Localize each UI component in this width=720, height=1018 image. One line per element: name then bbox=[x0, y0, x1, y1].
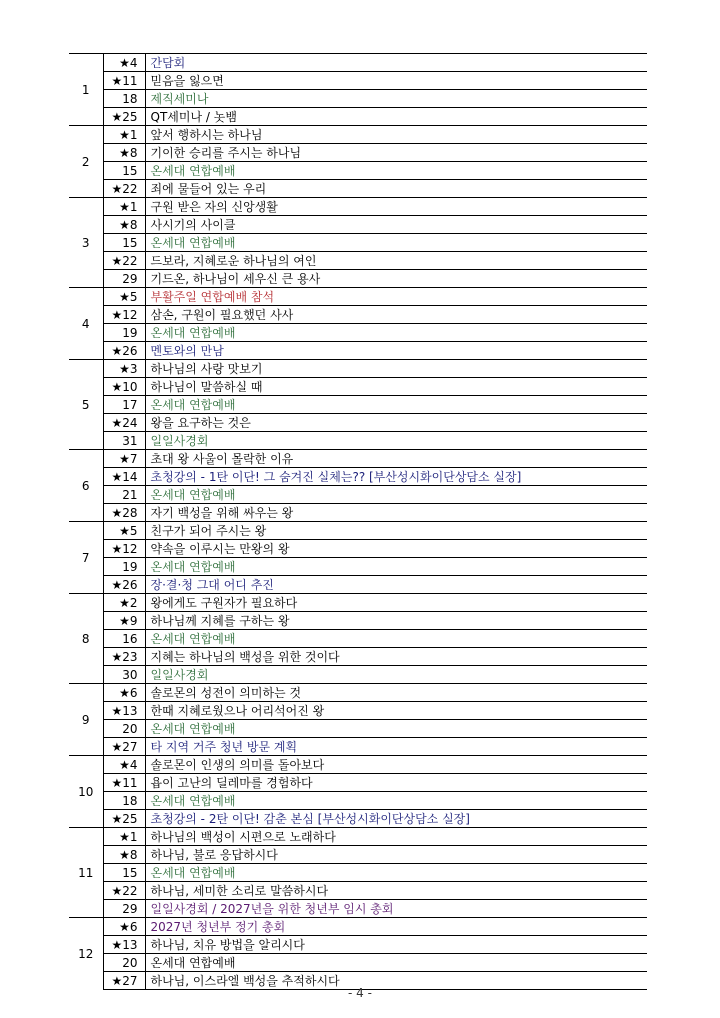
schedule-row bbox=[69, 54, 647, 72]
event-title: 온세대 연합예배 bbox=[145, 630, 647, 648]
day-cell bbox=[103, 468, 145, 486]
day-cell bbox=[103, 486, 145, 504]
star-icon: ★ bbox=[111, 505, 123, 520]
day-number: 9 bbox=[129, 613, 138, 628]
day-cell bbox=[103, 900, 145, 918]
month-label: 12 bbox=[69, 918, 103, 990]
day-cell bbox=[103, 738, 145, 756]
day-number: 4 bbox=[129, 757, 138, 772]
star-icon: ★ bbox=[119, 613, 130, 628]
schedule-row bbox=[69, 702, 647, 720]
day-number: 13 bbox=[122, 937, 138, 952]
day-cell bbox=[103, 90, 145, 108]
day-number: 22 bbox=[122, 883, 138, 898]
event-title: 하나님, 치유 방법을 알리시다 bbox=[145, 936, 647, 954]
day-number: 16 bbox=[122, 631, 138, 646]
schedule-row bbox=[69, 414, 647, 432]
day-cell bbox=[103, 576, 145, 594]
schedule-row bbox=[69, 504, 647, 522]
star-icon: ★ bbox=[111, 253, 123, 268]
month-label: 6 bbox=[69, 450, 103, 522]
month-label: 4 bbox=[69, 288, 103, 360]
day-cell bbox=[103, 144, 145, 162]
schedule-row bbox=[69, 630, 647, 648]
month-label: 8 bbox=[69, 594, 103, 684]
star-icon: ★ bbox=[119, 217, 130, 232]
star-icon: ★ bbox=[111, 181, 123, 196]
day-cell bbox=[103, 180, 145, 198]
event-title: 온세대 연합예배 bbox=[145, 234, 647, 252]
day-number: 2 bbox=[129, 595, 138, 610]
star-icon: ★ bbox=[111, 703, 123, 718]
event-title: 약속을 이루시는 만왕의 왕 bbox=[145, 540, 647, 558]
day-cell bbox=[103, 810, 145, 828]
star-icon: ★ bbox=[111, 415, 123, 430]
day-number: 27 bbox=[122, 739, 138, 754]
event-title: 자기 백성을 위해 싸우는 왕 bbox=[145, 504, 647, 522]
schedule-row bbox=[69, 270, 647, 288]
day-number: 15 bbox=[122, 163, 138, 178]
day-cell bbox=[103, 882, 145, 900]
star-icon: ★ bbox=[119, 145, 130, 160]
month-label: 3 bbox=[69, 198, 103, 288]
event-title: 하나님의 사랑 맛보기 bbox=[145, 360, 647, 378]
day-number: 8 bbox=[129, 217, 138, 232]
day-cell bbox=[103, 774, 145, 792]
day-cell bbox=[103, 540, 145, 558]
day-number: 18 bbox=[122, 793, 138, 808]
day-cell bbox=[103, 198, 145, 216]
schedule-row bbox=[69, 288, 647, 306]
day-cell bbox=[103, 234, 145, 252]
star-icon: ★ bbox=[111, 307, 123, 322]
day-cell bbox=[103, 936, 145, 954]
star-icon: ★ bbox=[119, 829, 130, 844]
day-number: 29 bbox=[122, 901, 138, 916]
star-icon: ★ bbox=[111, 343, 123, 358]
schedule-row bbox=[69, 468, 647, 486]
month-label: 5 bbox=[69, 360, 103, 450]
day-number: 22 bbox=[122, 253, 138, 268]
month-label: 9 bbox=[69, 684, 103, 756]
star-icon: ★ bbox=[111, 775, 123, 790]
schedule-row bbox=[69, 648, 647, 666]
event-title: 온세대 연합예배 bbox=[145, 720, 647, 738]
schedule-row bbox=[69, 162, 647, 180]
schedule-row bbox=[69, 198, 647, 216]
day-number: 26 bbox=[122, 577, 138, 592]
day-number: 11 bbox=[122, 775, 138, 790]
event-title: 온세대 연합예배 bbox=[145, 864, 647, 882]
star-icon: ★ bbox=[111, 541, 123, 556]
day-cell bbox=[103, 828, 145, 846]
day-number: 11 bbox=[122, 73, 138, 88]
schedule-row bbox=[69, 486, 647, 504]
schedule-row bbox=[69, 234, 647, 252]
event-title: 욥이 고난의 딜레마를 경험하다 bbox=[145, 774, 647, 792]
day-number: 12 bbox=[122, 541, 138, 556]
schedule-row bbox=[69, 144, 647, 162]
day-cell bbox=[103, 252, 145, 270]
schedule-row bbox=[69, 342, 647, 360]
day-cell bbox=[103, 666, 145, 684]
day-cell bbox=[103, 702, 145, 720]
day-cell bbox=[103, 288, 145, 306]
event-title: 온세대 연합예배 bbox=[145, 486, 647, 504]
event-title: 하나님이 말씀하실 때 bbox=[145, 378, 647, 396]
day-cell bbox=[103, 360, 145, 378]
schedule-row bbox=[69, 306, 647, 324]
schedule-row bbox=[69, 900, 647, 918]
schedule-row bbox=[69, 432, 647, 450]
event-title: 온세대 연합예배 bbox=[145, 954, 647, 972]
day-number: 7 bbox=[129, 451, 138, 466]
day-cell bbox=[103, 396, 145, 414]
star-icon: ★ bbox=[111, 811, 123, 826]
day-cell bbox=[103, 504, 145, 522]
month-label: 1 bbox=[69, 54, 103, 126]
schedule-row bbox=[69, 810, 647, 828]
event-title: 타 지역 거주 청년 방문 계획 bbox=[145, 738, 647, 756]
day-number: 5 bbox=[129, 289, 138, 304]
event-title: 온세대 연합예배 bbox=[145, 162, 647, 180]
star-icon: ★ bbox=[119, 919, 130, 934]
event-title: 온세대 연합예배 bbox=[145, 558, 647, 576]
star-icon: ★ bbox=[111, 739, 123, 754]
schedule-table bbox=[69, 53, 647, 990]
day-cell bbox=[103, 792, 145, 810]
schedule-row bbox=[69, 882, 647, 900]
schedule-row bbox=[69, 936, 647, 954]
star-icon: ★ bbox=[119, 685, 130, 700]
day-cell bbox=[103, 414, 145, 432]
day-number: 17 bbox=[122, 397, 138, 412]
day-cell bbox=[103, 612, 145, 630]
day-number: 26 bbox=[122, 343, 138, 358]
month-label: 2 bbox=[69, 126, 103, 198]
schedule-row bbox=[69, 252, 647, 270]
event-title: 죄에 물들어 있는 우리 bbox=[145, 180, 647, 198]
event-title: 초청강의 - 1탄 이단! 그 숨겨진 실체는?? [부산성시화이단상담소 실장] bbox=[145, 468, 647, 486]
page-number: - 4 - bbox=[348, 986, 372, 1000]
schedule-row bbox=[69, 522, 647, 540]
event-title: 솔로몬이 인생의 의미를 돌아보다 bbox=[145, 756, 647, 774]
star-icon: ★ bbox=[111, 937, 123, 952]
day-cell bbox=[103, 450, 145, 468]
event-title: 하나님, 이스라엘 백성을 추적하시다 bbox=[145, 972, 647, 990]
star-icon: ★ bbox=[111, 469, 123, 484]
month-label: 11 bbox=[69, 828, 103, 918]
star-icon: ★ bbox=[119, 199, 130, 214]
day-number: 15 bbox=[122, 235, 138, 250]
event-title: 간담회 bbox=[145, 54, 647, 72]
schedule-row bbox=[69, 684, 647, 702]
event-title: 일일사경회 bbox=[145, 432, 647, 450]
month-label: 7 bbox=[69, 522, 103, 594]
day-number: 24 bbox=[122, 415, 138, 430]
event-title: 한때 지혜로웠으나 어리석어진 왕 bbox=[145, 702, 647, 720]
star-icon: ★ bbox=[119, 55, 130, 70]
star-icon: ★ bbox=[111, 109, 123, 124]
day-number: 19 bbox=[122, 325, 138, 340]
schedule-row bbox=[69, 108, 647, 126]
schedule-row bbox=[69, 180, 647, 198]
event-title: 하나님께 지혜를 구하는 왕 bbox=[145, 612, 647, 630]
event-title: 솔로몬의 성전이 의미하는 것 bbox=[145, 684, 647, 702]
day-number: 12 bbox=[122, 307, 138, 322]
star-icon: ★ bbox=[119, 127, 130, 142]
schedule-row bbox=[69, 90, 647, 108]
event-title: 구원 받은 자의 신앙생활 bbox=[145, 198, 647, 216]
star-icon: ★ bbox=[119, 289, 130, 304]
day-cell bbox=[103, 522, 145, 540]
star-icon: ★ bbox=[119, 451, 130, 466]
schedule-row bbox=[69, 324, 647, 342]
schedule-row bbox=[69, 612, 647, 630]
schedule-row bbox=[69, 450, 647, 468]
day-number: 21 bbox=[122, 487, 138, 502]
event-title: 장·결·청 그대 어디 추진 bbox=[145, 576, 647, 594]
day-number: 18 bbox=[122, 91, 138, 106]
day-cell bbox=[103, 846, 145, 864]
star-icon: ★ bbox=[119, 757, 130, 772]
day-number: 8 bbox=[129, 145, 138, 160]
day-number: 20 bbox=[122, 721, 138, 736]
day-cell bbox=[103, 270, 145, 288]
day-number: 4 bbox=[129, 55, 138, 70]
day-number: 27 bbox=[122, 973, 138, 988]
event-title: 하나님, 세미한 소리로 말씀하시다 bbox=[145, 882, 647, 900]
star-icon: ★ bbox=[119, 847, 130, 862]
event-title: 삼손, 구원이 필요했던 사사 bbox=[145, 306, 647, 324]
day-number: 28 bbox=[122, 505, 138, 520]
day-number: 5 bbox=[129, 523, 138, 538]
star-icon: ★ bbox=[119, 595, 130, 610]
day-cell bbox=[103, 864, 145, 882]
event-title: 초청강의 - 2탄 이단! 감춘 본심 [부산성시화이단상담소 실장] bbox=[145, 810, 647, 828]
day-number: 10 bbox=[122, 379, 138, 394]
event-title: 초대 왕 사울이 몰락한 이유 bbox=[145, 450, 647, 468]
event-title: 부활주일 연합예배 참석 bbox=[145, 288, 647, 306]
day-number: 23 bbox=[122, 649, 138, 664]
day-cell bbox=[103, 378, 145, 396]
event-title: 온세대 연합예배 bbox=[145, 324, 647, 342]
day-number: 25 bbox=[122, 811, 138, 826]
schedule-row bbox=[69, 720, 647, 738]
event-title: 온세대 연합예배 bbox=[145, 792, 647, 810]
day-number: 1 bbox=[129, 199, 138, 214]
schedule-row bbox=[69, 828, 647, 846]
day-cell bbox=[103, 648, 145, 666]
schedule-row bbox=[69, 558, 647, 576]
event-title: QT세미나 / 놋뱀 bbox=[145, 108, 647, 126]
event-title: 기이한 승리를 주시는 하나님 bbox=[145, 144, 647, 162]
event-title: 기드온, 하나님이 세우신 큰 용사 bbox=[145, 270, 647, 288]
event-title: 믿음을 잃으면 bbox=[145, 72, 647, 90]
schedule-row bbox=[69, 576, 647, 594]
schedule-row bbox=[69, 864, 647, 882]
event-title: 지혜는 하나님의 백성을 위한 것이다 bbox=[145, 648, 647, 666]
day-number: 31 bbox=[122, 433, 138, 448]
day-cell bbox=[103, 54, 145, 72]
schedule-row bbox=[69, 918, 647, 936]
event-title: 친구가 되어 주시는 왕 bbox=[145, 522, 647, 540]
schedule-row bbox=[69, 738, 647, 756]
event-title: 왕에게도 구원자가 필요하다 bbox=[145, 594, 647, 612]
event-title: 하나님의 백성이 시편으로 노래하다 bbox=[145, 828, 647, 846]
day-number: 1 bbox=[129, 829, 138, 844]
day-cell bbox=[103, 558, 145, 576]
event-title: 하나님, 불로 응답하시다 bbox=[145, 846, 647, 864]
event-title: 사시기의 사이클 bbox=[145, 216, 647, 234]
star-icon: ★ bbox=[119, 523, 130, 538]
day-cell bbox=[103, 756, 145, 774]
day-cell bbox=[103, 342, 145, 360]
star-icon: ★ bbox=[111, 379, 123, 394]
star-icon: ★ bbox=[111, 883, 123, 898]
schedule-row bbox=[69, 72, 647, 90]
schedule-row bbox=[69, 396, 647, 414]
day-number: 15 bbox=[122, 865, 138, 880]
day-cell bbox=[103, 432, 145, 450]
day-number: 25 bbox=[122, 109, 138, 124]
day-number: 29 bbox=[122, 271, 138, 286]
day-cell bbox=[103, 306, 145, 324]
day-cell bbox=[103, 72, 145, 90]
day-number: 6 bbox=[129, 685, 138, 700]
day-number: 22 bbox=[122, 181, 138, 196]
schedule-row bbox=[69, 126, 647, 144]
day-number: 30 bbox=[122, 667, 138, 682]
schedule-body bbox=[69, 54, 647, 990]
day-cell bbox=[103, 954, 145, 972]
event-title: 왕을 요구하는 것은 bbox=[145, 414, 647, 432]
day-number: 13 bbox=[122, 703, 138, 718]
schedule-row bbox=[69, 540, 647, 558]
schedule-row bbox=[69, 360, 647, 378]
day-number: 8 bbox=[129, 847, 138, 862]
day-cell bbox=[103, 108, 145, 126]
day-number: 3 bbox=[129, 361, 138, 376]
event-title: 드보라, 지혜로운 하나님의 여인 bbox=[145, 252, 647, 270]
star-icon: ★ bbox=[111, 73, 123, 88]
star-icon: ★ bbox=[111, 973, 123, 988]
day-cell bbox=[103, 918, 145, 936]
day-cell bbox=[103, 720, 145, 738]
day-number: 6 bbox=[129, 919, 138, 934]
event-title: 일일사경회 bbox=[145, 666, 647, 684]
schedule-row bbox=[69, 756, 647, 774]
star-icon: ★ bbox=[111, 649, 123, 664]
event-title: 일일사경회 / 2027년을 위한 청년부 임시 총회 bbox=[145, 900, 647, 918]
schedule-row bbox=[69, 216, 647, 234]
day-cell bbox=[103, 594, 145, 612]
event-title: 2027년 청년부 정기 총회 bbox=[145, 918, 647, 936]
month-label: 10 bbox=[69, 756, 103, 828]
schedule-row bbox=[69, 666, 647, 684]
day-number: 1 bbox=[129, 127, 138, 142]
schedule-row bbox=[69, 378, 647, 396]
day-cell bbox=[103, 216, 145, 234]
day-cell bbox=[103, 162, 145, 180]
day-cell bbox=[103, 630, 145, 648]
day-cell bbox=[103, 684, 145, 702]
day-cell bbox=[103, 324, 145, 342]
schedule-row bbox=[69, 792, 647, 810]
day-number: 20 bbox=[122, 955, 138, 970]
event-title: 온세대 연합예배 bbox=[145, 396, 647, 414]
event-title: 제직세미나 bbox=[145, 90, 647, 108]
schedule-row bbox=[69, 774, 647, 792]
event-title: 앞서 행하시는 하나님 bbox=[145, 126, 647, 144]
schedule-row bbox=[69, 954, 647, 972]
day-cell bbox=[103, 126, 145, 144]
schedule-row bbox=[69, 846, 647, 864]
star-icon: ★ bbox=[119, 361, 130, 376]
day-number: 14 bbox=[122, 469, 138, 484]
star-icon: ★ bbox=[111, 577, 123, 592]
event-title: 멘토와의 만남 bbox=[145, 342, 647, 360]
schedule-row bbox=[69, 594, 647, 612]
day-number: 19 bbox=[122, 559, 138, 574]
